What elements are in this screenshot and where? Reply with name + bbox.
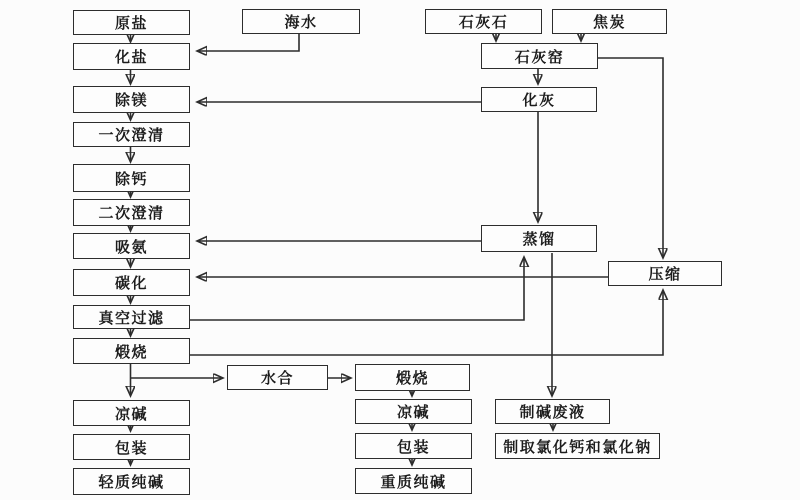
node-packaging-light-label: 包装 [114,438,148,457]
node-hydration [227,365,328,390]
node-produce-chlorides-label: 制取氯化钙和氯化钠 [503,437,652,456]
node-slake-lime [481,87,597,112]
node-soda-waste-liquid-label: 制碱废液 [519,403,586,421]
node-second-clarification-label: 二次澄清 [98,204,165,222]
node-dissolve-salt [73,43,190,70]
node-lime-kiln [481,43,598,69]
node-calcination-heavy [355,364,470,391]
node-second-clarification [73,199,190,226]
node-lime-kiln-label: 石灰窑 [514,47,565,66]
node-packaging-heavy [355,433,472,459]
node-cool-soda-light-label: 凉碱 [114,404,148,423]
node-raw-salt-label: 原盐 [114,14,148,32]
edge-lime-kiln-to-compression [598,58,663,257]
node-remove-magnesium [73,86,190,113]
node-compression [608,261,722,286]
node-coke [552,9,667,34]
node-distillation-label: 蒸馏 [522,230,556,248]
node-heavy-soda-ash [355,468,472,494]
node-calcination-heavy-label: 煅烧 [395,369,429,387]
node-seawater [242,9,360,34]
node-seawater-label: 海水 [284,13,318,31]
node-carbonation [73,269,190,296]
node-calcination-light [73,338,190,364]
node-absorb-ammonia-label: 吸氨 [114,237,148,256]
node-packaging-heavy-label: 包装 [396,437,430,456]
node-limestone [425,9,542,34]
node-limestone-label: 石灰石 [458,13,509,31]
edge-seawater-to-dissolve-salt [198,34,299,51]
node-cool-soda-heavy-label: 凉碱 [396,403,430,421]
node-cool-soda-light [73,400,190,426]
node-packaging-light [73,434,190,460]
node-vacuum-filtration-label: 真空过滤 [98,308,165,327]
node-first-clarification [73,122,190,147]
node-first-clarification-label: 一次澄清 [98,126,165,144]
node-soda-waste-liquid [495,399,610,424]
node-calcination-light-label: 煅烧 [114,342,148,361]
node-hydration-label: 水合 [260,369,294,387]
node-produce-chlorides [495,433,660,459]
node-raw-salt [73,10,190,35]
node-absorb-ammonia [73,233,190,259]
node-dissolve-salt-label: 化盐 [114,48,148,66]
node-remove-calcium [73,164,190,192]
node-slake-lime-label: 化灰 [522,91,556,109]
node-light-soda-ash-label: 轻质纯碱 [98,473,165,491]
node-coke-label: 焦炭 [592,13,626,31]
node-remove-magnesium-label: 除镁 [114,91,148,109]
node-cool-soda-heavy [355,399,472,424]
edge-calcination-light-to-compression [190,291,663,355]
edge-vacuum-filtration-to-distillation [190,258,524,320]
node-heavy-soda-ash-label: 重质纯碱 [380,472,447,491]
node-compression-label: 压缩 [648,265,682,283]
node-carbonation-label: 碳化 [114,274,148,292]
node-distillation [481,225,597,252]
node-vacuum-filtration [73,305,190,329]
node-remove-calcium-label: 除钙 [114,169,148,188]
node-light-soda-ash [73,468,190,495]
